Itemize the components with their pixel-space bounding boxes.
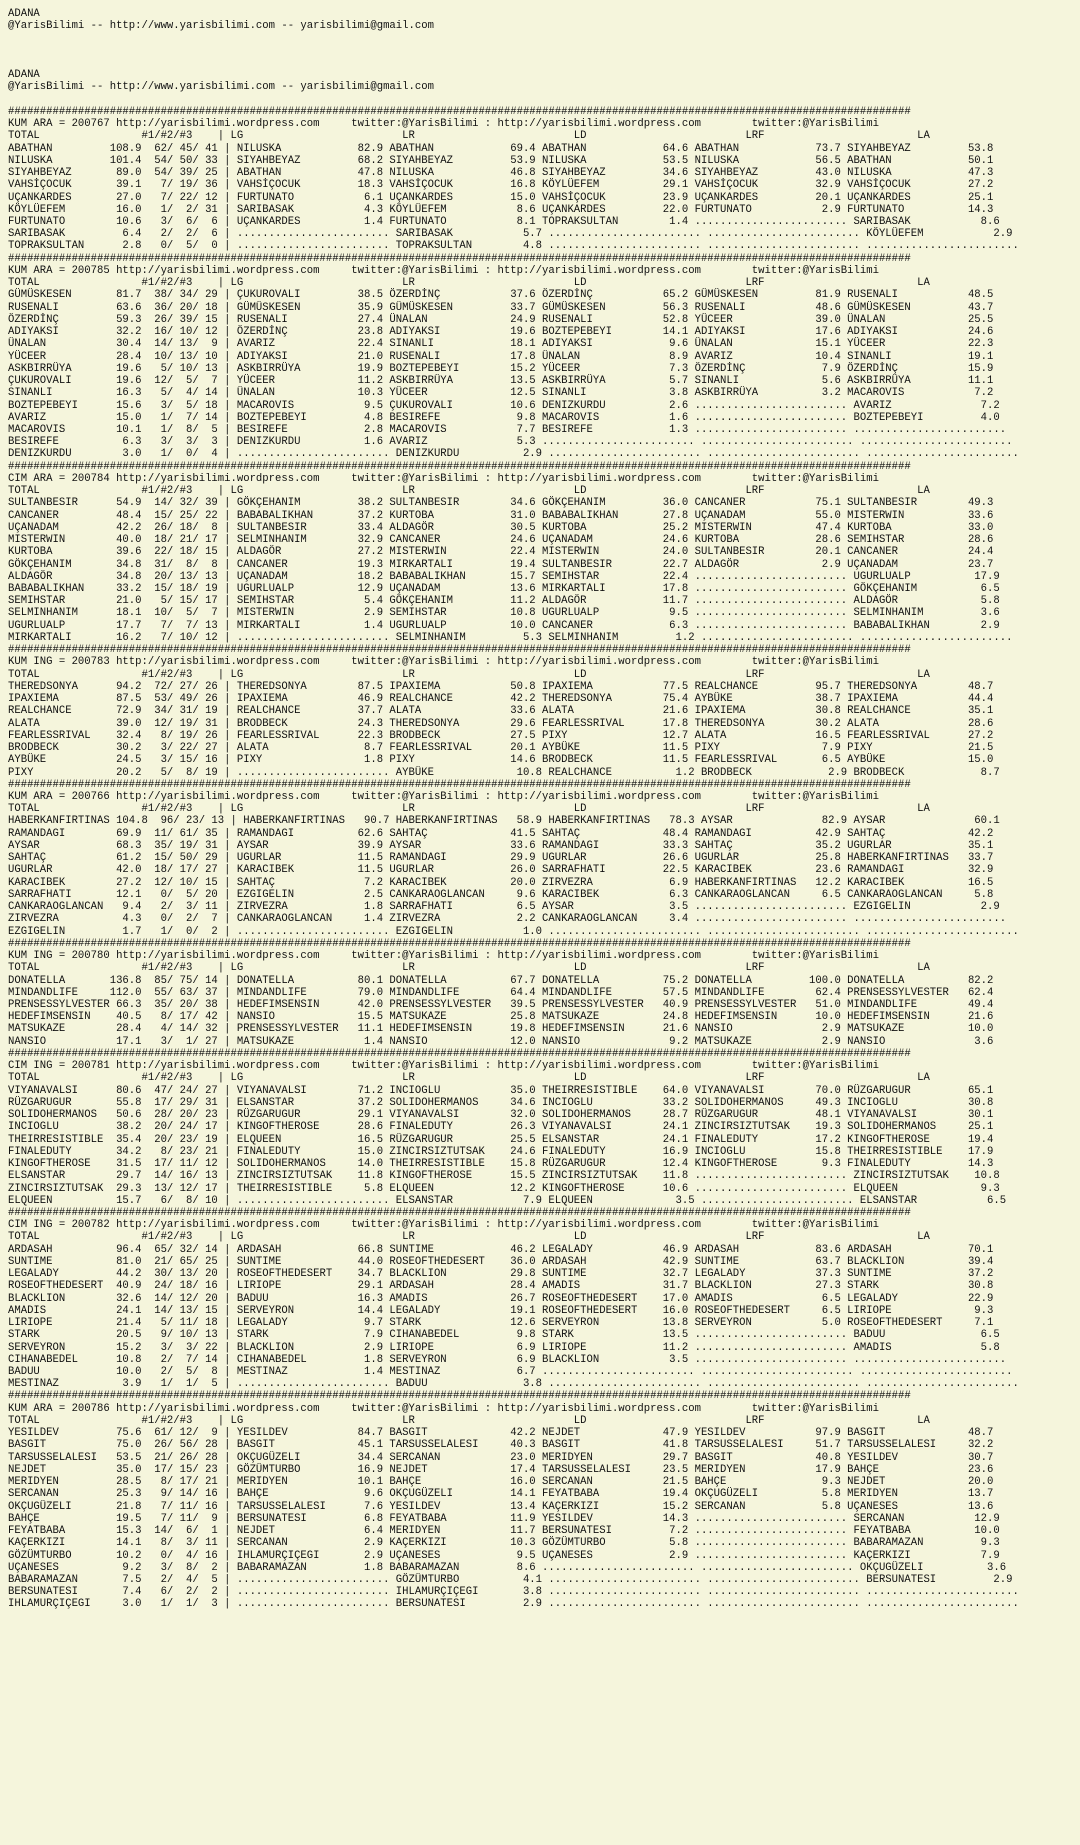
horse-row: ALATA 39.0 12/ 19/ 31 | BRODBECK 24.3 THEREDSONYA 29.6 FEARLESSRIVAL 17.8 THEREDSONYA 30.2 ALATA 28.6 — [8, 717, 994, 730]
horse-row: FEYATBABA 15.3 14/ 6/ 1 | NEJDET 6.4 MERIDYEN 11.7 BERSUNATESI 7.2 ........................ FEYATBABA 10.0 — [8, 1525, 1000, 1538]
horse-row: BABARAMAZAN 7.5 2/ 4/ 5 | ........................ GÖZÜMTURBO 4.1 ........................ ........................ BERSUNATESI 2.9 — [8, 1574, 1013, 1586]
horse-row: AYSAR 68.3 35/ 19/ 31 | AYSAR 39.9 AYSAR 33.6 RAMANDAGI 33.3 SAHTAÇ 35.2 UGURLAR 35.1 — [8, 839, 994, 852]
race-header-line: CIM ARA = 200784 http://yarisbilimi.wordpress.com twitter:@YarisBilimi : http://yarisbilimi.wordpress.com twitter:@YarisBilimi — [8, 472, 879, 485]
horse-row: KÖYLÜEFEM 16.0 1/ 2/ 31 | SARIBASAK 4.3 KÖYLÜEFEM 8.6 UÇANKARDES 22.0 FURTUNATO 2.9 FURTUNATO 14.3 — [8, 203, 994, 216]
horse-row: AVARIZ 15.0 1/ 7/ 14 | BOZTEPEBEYI 4.8 BESIREFE 9.8 MACAROVIS 1.6 ........................ BOZTEPEBEYI 4.0 — [8, 411, 1000, 424]
separator-line: ############################################################################################################################################## — [8, 644, 911, 657]
race-header-line: KUM ING = 200783 http://yarisbilimi.wordpress.com twitter:@YarisBilimi : http://yarisbilimi.wordpress.com twitter:@YarisBilimi — [8, 656, 879, 669]
horse-row: KARACIBEK 27.2 12/ 10/ 15 | SAHTAÇ 7.2 KARACIBEK 20.0 ZIRVEZRA 6.9 HABERKANFIRTINAS 12.2 KARACIBEK 16.5 — [8, 876, 994, 889]
column-header-line: TOTAL #1/#2/#3 | LG LR LD LRF LA — [8, 803, 930, 816]
horse-row: ELQUEEN 15.7 6/ 8/ 10 | ........................ ELSANSTAR 7.9 ELQUEEN 3.5 ........................ ELSANSTAR 6.5 — [8, 1194, 1007, 1207]
horse-row: CIHANABEDEL 10.8 2/ 7/ 14 | CIHANABEDEL 1.8 SERVEYRON 6.9 BLACKLION 3.5 ........................ ........................ — [8, 1353, 1007, 1366]
horse-row: LEGALADY 44.2 30/ 13/ 20 | ROSEOFTHEDESERT 34.7 BLACKLION 29.8 SUNTIME 32.7 LEGALADY 37.3 SUNTIME 37.2 — [8, 1268, 994, 1281]
horse-row: REALCHANCE 72.9 34/ 31/ 19 | REALCHANCE 37.7 ALATA 33.6 ALATA 21.6 IPAXIEMA 30.8 REALCHANCE 35.1 — [8, 705, 994, 718]
horse-row: TOPRAKSULTAN 2.8 0/ 5/ 0 | ........................ TOPRAKSULTAN 4.8 ........................ ........................ ........................ — [8, 240, 1019, 253]
horse-row: SINANLI 16.3 5/ 4/ 14 | ÜNALAN 10.3 YÜCEER 12.5 SINANLI 3.8 ASKBIRRÜYA 3.2 MACAROVIS 7.2 — [8, 387, 994, 400]
horse-row: BASGIT 75.0 26/ 56/ 28 | BASGIT 45.1 TARSUSSELALESI 40.3 BASGIT 41.8 TARSUSSELALESI 51.7 TARSUSSELALESI 32.2 — [8, 1439, 994, 1452]
horse-row: NANSIO 17.1 3/ 1/ 27 | MATSUKAZE 1.4 NANSIO 12.0 NANSIO 9.2 MATSUKAZE 2.9 NANSIO 3.6 — [8, 1035, 994, 1048]
horse-row: NILUSKA 101.4 54/ 50/ 33 | SIYAHBEYAZ 68.2 SIYAHBEYAZ 53.9 NILUSKA 53.5 NILUSKA 56.5 ABATHAN 50.1 — [8, 154, 994, 167]
horse-row: UÇANADAM 42.2 26/ 18/ 8 | SULTANBESIR 33.4 ALDAGÖR 30.5 KURTOBA 25.2 MISTERWIN 47.4 KURTOBA 33.0 — [8, 521, 994, 534]
horse-row: YÜCEER 28.4 10/ 13/ 10 | ADIYAKSI 21.0 RUSENALI 17.8 ÜNALAN 8.9 AVARIZ 10.4 SINANLI 19.1 — [8, 350, 994, 363]
horse-row: UGURLUALP 17.7 7/ 7/ 13 | MIRKARTALI 1.4 UGURLUALP 10.0 CANCANER 6.3 ........................ BABABALIKHAN 2.9 — [8, 619, 1000, 632]
header-line: @YarisBilimi -- http://www.yarisbilimi.com -- yarisbilimi@gmail.com — [8, 20, 434, 33]
race-header-line: KUM ARA = 200767 http://yarisbilimi.wordpress.com twitter:@YarisBilimi : http://yarisbilimi.wordpress.com twitter:@YarisBilimi — [8, 118, 879, 131]
race-header-line: KUM ING = 200780 http://yarisbilimi.wordpress.com twitter:@YarisBilimi : http://yarisbilimi.wordpress.com twitter:@YarisBilimi — [8, 950, 879, 963]
horse-row: SAHTAÇ 61.2 15/ 50/ 29 | UGURLAR 11.5 RAMANDAGI 29.9 UGURLAR 26.6 UGURLAR 25.8 HABERKANFIRTINAS 33.7 — [8, 852, 994, 865]
horse-row: RAMANDAGI 69.9 11/ 61/ 35 | RAMANDAGI 62.6 SAHTAÇ 41.5 SAHTAÇ 48.4 RAMANDAGI 42.9 SAHTAÇ 42.2 — [8, 827, 994, 840]
horse-row: SERVEYRON 15.2 3/ 3/ 22 | BLACKLION 2.9 LIRIOPE 6.9 LIRIOPE 11.2 ........................ AMADIS 5.8 — [8, 1341, 1000, 1354]
horse-row: SULTANBESIR 54.9 14/ 32/ 39 | GÖKÇEHANIM 38.2 SULTANBESIR 34.6 GÖKÇEHANIM 36.0 CANCANER 75.1 SULTANBESIR 49.3 — [8, 497, 994, 510]
horse-row: NEJDET 35.0 17/ 15/ 23 | GÖZÜMTURBO 16.9 NEJDET 17.4 TARSUSSELALESI 23.5 MERIDYEN 17.9 BAHÇE 23.6 — [8, 1463, 994, 1476]
race-header-line: CIM ING = 200782 http://yarisbilimi.wordpress.com twitter:@YarisBilimi : http://yarisbilimi.wordpress.com twitter:@YarisBilimi — [8, 1219, 879, 1232]
horse-row: BESIREFE 6.3 3/ 3/ 3 | DENIZKURDU 1.6 AVARIZ 5.3 ........................ ........................ ........................ — [8, 436, 1013, 449]
horse-row: MERIDYEN 28.5 8/ 17/ 21 | MERIDYEN 10.1 BAHÇE 16.0 SERCANAN 21.5 BAHÇE 9.3 NEJDET 20.0 — [8, 1476, 994, 1489]
horse-row: MESTINAZ 3.9 1/ 1/ 5 | ........................ BADUU 3.8 ........................ ........................ ........................ — [8, 1378, 1019, 1391]
race-header-line: KUM ARA = 200766 http://yarisbilimi.wordpress.com twitter:@YarisBilimi : http://yarisbilimi.wordpress.com twitter:@YarisBilimi — [8, 791, 879, 803]
horse-row: BERSUNATESI 7.4 6/ 2/ 2 | ........................ IHLAMURÇIÇEGI 3.8 ........................ ........................ ........................ — [8, 1586, 1019, 1599]
horse-row: AMADIS 24.1 14/ 13/ 15 | SERVEYRON 14.4 LEGALADY 19.1 ROSEOFTHEDESERT 16.0 ROSEOFTHEDESERT 6.5 LIRIOPE 9.3 — [8, 1304, 994, 1317]
horse-row: RÜZGARUGUR 55.8 17/ 29/ 31 | ELSANSTAR 37.2 SOLIDOHERMANOS 34.6 INCIOGLU 33.2 SOLIDOHERMANOS 49.3 INCIOGLU 30.8 — [8, 1096, 994, 1109]
race-header-line: KUM ARA = 200785 http://yarisbilimi.wordpress.com twitter:@YarisBilimi : http://yarisbilimi.wordpress.com twitter:@YarisBilimi — [8, 264, 879, 277]
horse-row: SUNTIME 81.0 21/ 65/ 25 | SUNTIME 44.0 ROSEOFTHEDESERT 36.0 ARDASAH 42.9 SUNTIME 63.7 BLACKLION 39.4 — [8, 1255, 994, 1268]
horse-row: ABATHAN 108.9 62/ 45/ 41 | NILUSKA 82.9 ABATHAN 69.4 ABATHAN 64.6 ABATHAN 73.7 SIYAHBEYAZ 53.8 — [8, 142, 994, 155]
separator-line: ############################################################################################################################################## — [8, 252, 911, 265]
column-header-line: TOTAL #1/#2/#3 | LG LR LD LRF LA — [8, 485, 930, 498]
horse-row: CANKARAOGLANCAN 9.4 2/ 3/ 11 | ZIRVEZRA 1.8 SARRAFHATI 6.5 AYSAR 3.5 ........................ EZGIGELIN 2.9 — [8, 901, 1000, 914]
horse-row: KAÇERKIZI 14.1 8/ 3/ 11 | SERCANAN 2.9 KAÇERKIZI 10.3 GÖZÜMTURBO 5.8 ........................ BABARAMAZAN 9.3 — [8, 1537, 1000, 1550]
horse-row: SIYAHBEYAZ 89.0 54/ 39/ 25 | ABATHAN 47.8 NILUSKA 46.8 SIYAHBEYAZ 34.6 SIYAHBEYAZ 43.0 NILUSKA 47.3 — [8, 167, 994, 180]
horse-row: HABERKANFIRTINAS 104.8 96/ 23/ 13 | HABERKANFIRTINAS 90.7 HABERKANFIRTINAS 58.9 HABERKANFIRTINAS 78.3 AYSAR 82.9 AYSAR 60.1 — [8, 815, 1000, 828]
horse-row: BADUU 10.0 2/ 5/ 8 | MESTINAZ 1.4 MESTINAZ 6.7 ........................ ........................ ........................ — [8, 1366, 1013, 1379]
separator-line: ############################################################################################################################################## — [8, 1206, 911, 1219]
horse-row: GÖZÜMTURBO 10.2 0/ 4/ 16 | IHLAMURÇIÇEGI 2.9 UÇANESES 9.5 UÇANESES 2.9 ........................ KAÇERKIZI 7.9 — [8, 1549, 1000, 1562]
horse-row: KINGOFTHEROSE 31.5 17/ 11/ 12 | SOLIDOHERMANOS 14.0 THEIRRESISTIBLE 15.8 RÜZGARUGUR 12.4 KINGOFTHEROSE 9.3 FINALEDUTY 14.3 — [8, 1158, 994, 1171]
horse-row: ELSANSTAR 29.7 14/ 16/ 13 | ZINCIRSIZTUTSAK 11.8 KINGOFTHEROSE 15.5 ZINCIRSIZTUTSAK 11.8 ........................ ZINCIRSIZTUTSAK 10.8 — [8, 1170, 1000, 1183]
horse-row: SERCANAN 25.3 9/ 14/ 16 | BAHÇE 9.6 OKÇUGÜZELI 14.1 FEYATBABA 19.4 OKÇUGÜZELI 5.8 MERIDYEN 13.7 — [8, 1488, 994, 1501]
horse-row: FURTUNATO 10.6 3/ 6/ 6 | UÇANKARDES 1.4 FURTUNATO 8.1 TOPRAKSULTAN 1.4 ........................ SARIBASAK 8.6 — [8, 215, 1000, 228]
horse-row: RUSENALI 63.6 36/ 20/ 18 | GÜMÜSKESEN 35.9 GÜMÜSKESEN 33.7 GÜMÜSKESEN 56.3 RUSENALI 48.6 GÜMÜSKESEN 43.7 — [8, 301, 994, 314]
horse-row: SEMIHSTAR 21.0 5/ 15/ 17 | SEMIHSTAR 5.4 GÖKÇEHANIM 11.2 ALDAGÖR 11.7 ........................ ALDAGÖR 5.8 — [8, 595, 1000, 608]
horse-row: IHLAMURÇIÇEGI 3.0 1/ 1/ 3 | ........................ BERSUNATESI 2.9 ........................ ........................ ........................ — [8, 1598, 1019, 1611]
horse-row: ÜNALAN 30.4 14/ 13/ 9 | AVARIZ 22.4 SINANLI 18.1 ADIYAKSI 9.6 ÜNALAN 15.1 YÜCEER 22.3 — [8, 338, 994, 351]
column-header-line: TOTAL #1/#2/#3 | LG LR LD LRF LA — [8, 277, 930, 290]
horse-row: ROSEOFTHEDESERT 40.9 24/ 18/ 16 | LIRIOPE 29.1 ARDASAH 28.4 AMADIS 31.7 BLACKLION 27.3 STARK 30.8 — [8, 1280, 994, 1293]
horse-row: ÖZERDİNÇ 59.3 26/ 39/ 15 | RUSENALI 27.4 ÜNALAN 24.9 RUSENALI 52.8 YÜCEER 39.0 ÜNALAN 25.5 — [8, 313, 994, 326]
separator-line: ############################################################################################################################################## — [8, 105, 911, 118]
horse-row: DONATELLA 136.8 85/ 75/ 14 | DONATELLA 80.1 DONATELLA 67.7 DONATELLA 75.2 DONATELLA 100.0 DONATELLA 82.2 — [8, 974, 994, 987]
horse-row: ZIRVEZRA 4.3 0/ 2/ 7 | CANKARAOGLANCAN 1.4 ZIRVEZRA 2.2 CANKARAOGLANCAN 3.4 ........................ ........................ — [8, 913, 1007, 926]
header-line: ADANA — [8, 8, 40, 20]
horse-row: FEARLESSRIVAL 32.4 8/ 19/ 26 | FEARLESSRIVAL 22.3 BRODBECK 27.5 PIXY 12.7 ALATA 16.5 FEARLESSRIVAL 27.2 — [8, 729, 994, 742]
horse-row: YESILDEV 75.6 61/ 12/ 9 | YESILDEV 84.7 BASGIT 42.2 NEJDET 47.9 YESILDEV 97.9 BASGIT 48.7 — [8, 1427, 994, 1440]
horse-row: OKÇUGÜZELI 21.8 7/ 11/ 16 | TARSUSSELALESI 7.6 YESILDEV 13.4 KAÇERKIZI 15.2 SERCANAN 5.8 UÇANESES 13.6 — [8, 1500, 994, 1513]
horse-row: THEREDSONYA 94.2 72/ 27/ 26 | THEREDSONYA 87.5 IPAXIEMA 50.8 IPAXIEMA 77.5 REALCHANCE 95.7 THEREDSONYA 48.7 — [8, 680, 994, 693]
horse-row: KURTOBA 39.6 22/ 18/ 15 | ALDAGÖR 27.2 MISTERWIN 22.4 MISTERWIN 24.0 SULTANBESIR 20.1 CANCANER 24.4 — [8, 546, 994, 559]
horse-row: UGURLAR 42.0 18/ 17/ 27 | KARACIBEK 11.5 UGURLAR 26.0 SARRAFHATI 22.5 KARACIBEK 23.6 RAMANDAGI 32.9 — [8, 864, 994, 877]
horse-row: LIRIOPE 21.4 5/ 11/ 18 | LEGALADY 9.7 STARK 12.6 SERVEYRON 13.8 SERVEYRON 5.0 ROSEOFTHEDESERT 7.1 — [8, 1317, 994, 1330]
column-header-line: TOTAL #1/#2/#3 | LG LR LD LRF LA — [8, 962, 930, 975]
horse-row: PRENSESSYLVESTER 66.3 35/ 20/ 38 | HEDEFIMSENSIN 42.0 PRENSESSYLVESTER 39.5 PRENSESSYLVESTER 40.9 PRENSESSYLVESTER 51.0 MINDANDLIFE 49.4 — [8, 998, 994, 1011]
horse-row: SARRAFHATI 12.1 0/ 5/ 20 | EZGIGELIN 2.5 CANKARAOGLANCAN 9.6 KARACIBEK 6.3 CANKARAOGLANCAN 6.5 CANKARAOGLANCAN 5.8 — [8, 888, 994, 901]
column-header-line: TOTAL #1/#2/#3 | LG LR LD LRF LA — [8, 668, 930, 681]
column-header-line: TOTAL #1/#2/#3 | LG LR LD LRF LA — [8, 130, 930, 143]
horse-row: THEIRRESISTIBLE 35.4 20/ 23/ 19 | ELQUEEN 16.5 RÜZGARUGUR 25.5 ELSANSTAR 24.1 FINALEDUTY 17.2 KINGOFTHEROSE 19.4 — [8, 1133, 994, 1146]
separator-line: ############################################################################################################################################## — [8, 1390, 911, 1403]
horse-row: PIXY 20.2 5/ 8/ 19 | ........................ AYBÜKE 10.8 REALCHANCE 1.2 BRODBECK 2.9 BRODBECK 8.7 — [8, 766, 1000, 779]
horse-row: MACAROVIS 10.1 1/ 8/ 5 | BESIREFE 2.8 MACAROVIS 7.7 BESIREFE 1.3 ........................ ........................ — [8, 423, 1007, 436]
horse-row: EZGIGELIN 1.7 1/ 0/ 2 | ........................ EZGIGELIN 1.0 ........................ ........................ ........................ — [8, 925, 1019, 938]
horse-row: CANCANER 48.4 15/ 25/ 22 | BABABALIKHAN 37.2 KURTOBA 31.0 BABABALIKHAN 27.8 UÇANADAM 55.0 MISTERWIN 33.6 — [8, 509, 994, 522]
horse-row: BAHÇE 19.5 7/ 11/ 9 | BERSUNATESI 6.8 FEYATBABA 11.9 YESILDEV 14.3 ........................ SERCANAN 12.9 — [8, 1512, 1000, 1525]
horse-row: DENIZKURDU 3.0 1/ 0/ 4 | ........................ DENIZKURDU 2.9 ........................ ........................ ........................ — [8, 448, 1019, 461]
race-report-text — [8, 8, 1080, 1611]
horse-row: ARDASAH 96.4 65/ 32/ 14 | ARDASAH 66.8 SUNTIME 46.2 LEGALADY 46.9 ARDASAH 83.6 ARDASAH 70.1 — [8, 1243, 994, 1256]
column-header-line: TOTAL #1/#2/#3 | LG LR LD LRF LA — [8, 1231, 930, 1244]
column-header-line: TOTAL #1/#2/#3 | LG LR LD LRF LA — [8, 1072, 930, 1085]
horse-row: ASKBIRRÜYA 19.6 5/ 10/ 13 | ASKBIRRÜYA 19.9 BOZTEPEBEYI 15.2 YÜCEER 7.3 ÖZERDİNÇ 7.9 ÖZERDİNÇ 15.9 — [8, 362, 994, 375]
horse-row: VIYANAVALSI 80.6 47/ 24/ 27 | VIYANAVALSI 71.2 INCIOGLU 35.0 THEIRRESISTIBLE 64.0 VIYANAVALSI 70.0 RÜZGARUGUR 65.1 — [8, 1084, 994, 1097]
column-header-line: TOTAL #1/#2/#3 | LG LR LD LRF LA — [8, 1414, 930, 1427]
separator-line: ############################################################################################################################################## — [8, 937, 911, 950]
horse-row: SOLIDOHERMANOS 50.6 28/ 20/ 23 | RÜZGARUGUR 29.1 VIYANAVALSI 32.0 SOLIDOHERMANOS 28.7 RÜZGARUGUR 48.1 VIYANAVALSI 30.1 — [8, 1109, 994, 1122]
horse-row: MIRKARTALI 16.2 7/ 10/ 12 | ........................ SELMINHANIM 5.3 SELMINHANIM 1.2 ........................ ........................ — [8, 631, 1013, 644]
separator-line: ############################################################################################################################################## — [8, 778, 911, 791]
horse-row: UÇANKARDES 27.0 7/ 22/ 12 | FURTUNATO 6.1 UÇANKARDES 15.0 VAHSİÇOCUK 23.9 UÇANKARDES 20.1 UÇANKARDES 25.1 — [8, 191, 994, 204]
horse-row: BOZTEPEBEYI 15.6 3/ 5/ 18 | MACAROVIS 9.5 ÇUKUROVALI 10.6 DENIZKURDU 2.6 ........................ AVARIZ 7.2 — [8, 399, 1000, 412]
horse-row: INCIOGLU 38.2 20/ 24/ 17 | KINGOFTHEROSE 28.6 FINALEDUTY 26.3 VIYANAVALSI 24.1 ZINCIRSIZTUTSAK 19.3 SOLIDOHERMANOS 25.1 — [8, 1121, 994, 1134]
header-line: ADANA — [8, 69, 40, 82]
horse-row: MINDANDLIFE 112.0 55/ 63/ 37 | MINDANDLIFE 79.0 MINDANDLIFE 64.4 MINDANDLIFE 57.5 MINDANDLIFE 62.4 PRENSESSYLVESTER 62.4 — [8, 986, 994, 999]
horse-row: GÜMÜSKESEN 81.7 38/ 34/ 29 | ÇUKUROVALI 38.5 ÖZERDİNÇ 37.6 ÖZERDİNÇ 65.2 GÜMÜSKESEN 81.9 RUSENALI 48.5 — [8, 289, 994, 302]
header-line: @YarisBilimi -- http://www.yarisbilimi.com -- yarisbilimi@gmail.com — [8, 81, 434, 94]
horse-row: ÇUKUROVALI 19.6 12/ 5/ 7 | YÜCEER 11.2 ASKBIRRÜYA 13.5 ASKBIRRÜYA 5.7 SINANLI 5.6 ASKBIRRÜYA 11.1 — [8, 375, 994, 388]
horse-row: ZINCIRSIZTUTSAK 29.3 13/ 12/ 17 | THEIRRESISTIBLE 5.8 ELQUEEN 12.2 KINGOFTHEROSE 10.6 ........................ ELQUEEN 9.3 — [8, 1182, 1000, 1195]
horse-row: VAHSİÇOCUK 39.1 7/ 19/ 36 | VAHSİÇOCUK 18.3 VAHSİÇOCUK 16.8 KÖYLÜEFEM 29.1 VAHSİÇOCUK 32.9 VAHSİÇOCUK 27.2 — [8, 179, 994, 192]
horse-row: GÖKÇEHANIM 34.8 31/ 8/ 8 | CANCANER 19.3 MIRKARTALI 19.4 SULTANBESIR 22.7 ALDAGÖR 2.9 UÇANADAM 23.7 — [8, 558, 994, 571]
horse-row: MISTERWIN 40.0 18/ 21/ 17 | SELMINHANIM 32.9 CANCANER 24.6 UÇANADAM 24.6 KURTOBA 28.6 SEMIHSTAR 28.6 — [8, 534, 994, 547]
horse-row: HEDEFIMSENSIN 40.5 8/ 17/ 42 | NANSIO 15.5 MATSUKAZE 25.8 MATSUKAZE 24.8 HEDEFIMSENSIN 10.0 HEDEFIMSENSIN 21.6 — [8, 1011, 994, 1024]
horse-row: FINALEDUTY 34.2 8/ 23/ 21 | FINALEDUTY 15.0 ZINCIRSIZTUTSAK 24.6 FINALEDUTY 16.9 INCIOGLU 15.8 THEIRRESISTIBLE 17.9 — [8, 1145, 994, 1158]
horse-row: TARSUSSELALESI 53.5 21/ 26/ 28 | OKÇUGÜZELI 34.4 SERCANAN 23.0 MERIDYEN 29.7 BASGIT 40.8 YESILDEV 30.7 — [8, 1451, 994, 1464]
separator-line: ############################################################################################################################################## — [8, 460, 911, 473]
race-header-line: CIM ING = 200781 http://yarisbilimi.wordpress.com twitter:@YarisBilimi : http://yarisbilimi.wordpress.com twitter:@YarisBilimi — [8, 1060, 879, 1073]
separator-line: ############################################################################################################################################## — [8, 1047, 911, 1060]
horse-row: BRODBECK 30.2 3/ 22/ 27 | ALATA 8.7 FEARLESSRIVAL 20.1 AYBÜKE 11.5 PIXY 7.9 PIXY 21.5 — [8, 742, 994, 755]
horse-row: ADIYAKSI 32.2 16/ 10/ 12 | ÖZERDİNÇ 23.8 ADIYAKSI 19.6 BOZTEPEBEYI 14.1 ADIYAKSI 17.6 ADIYAKSI 24.6 — [8, 326, 994, 339]
horse-row: AYBÜKE 24.5 3/ 15/ 16 | PIXY 1.8 PIXY 14.6 BRODBECK 11.5 FEARLESSRIVAL 6.5 AYBÜKE 15.0 — [8, 754, 994, 767]
horse-row: SARIBASAK 6.4 2/ 2/ 6 | ........................ SARIBASAK 5.7 ........................ ........................ KÖYLÜEFEM 2.9 — [8, 228, 1013, 241]
horse-row: UÇANESES 9.2 3/ 8/ 2 | BABARAMAZAN 1.8 BABARAMAZAN 8.6 ........................ ........................ OKÇUGÜZELI 3.6 — [8, 1561, 1007, 1574]
horse-row: MATSUKAZE 28.4 4/ 14/ 32 | PRENSESSYLVESTER 11.1 HEDEFIMSENSIN 19.8 HEDEFIMSENSIN 21.6 NANSIO 2.9 MATSUKAZE 10.0 — [8, 1023, 994, 1036]
horse-row: STARK 20.5 9/ 10/ 13 | STARK 7.9 CIHANABEDEL 9.8 STARK 13.5 ........................ BADUU 6.5 — [8, 1329, 1000, 1342]
horse-row: IPAXIEMA 87.5 53/ 49/ 26 | IPAXIEMA 46.9 REALCHANCE 42.2 THEREDSONYA 75.4 AYBÜKE 38.7 IPAXIEMA 44.4 — [8, 693, 994, 706]
horse-row: SELMINHANIM 18.1 10/ 5/ 7 | MISTERWIN 2.9 SEMIHSTAR 10.8 UGURLUALP 9.5 ........................ SELMINHANIM 3.6 — [8, 607, 1000, 620]
horse-row: ALDAGÖR 34.8 20/ 13/ 13 | UÇANADAM 18.2 BABABALIKHAN 15.7 SEMIHSTAR 22.4 ........................ UGURLUALP 17.9 — [8, 570, 1000, 583]
horse-row: BLACKLION 32.6 14/ 12/ 20 | BADUU 16.3 AMADIS 26.7 ROSEOFTHEDESERT 17.0 AMADIS 6.5 LEGALADY 22.9 — [8, 1292, 994, 1305]
race-header-line: KUM ARA = 200786 http://yarisbilimi.wordpress.com twitter:@YarisBilimi : http://yarisbilimi.wordpress.com twitter:@YarisBilimi — [8, 1402, 879, 1415]
horse-row: BABABALIKHAN 33.2 15/ 18/ 19 | UGURLUALP 12.9 UÇANADAM 13.6 MIRKARTALI 17.8 ........................ GÖKÇEHANIM 6.5 — [8, 583, 1000, 596]
